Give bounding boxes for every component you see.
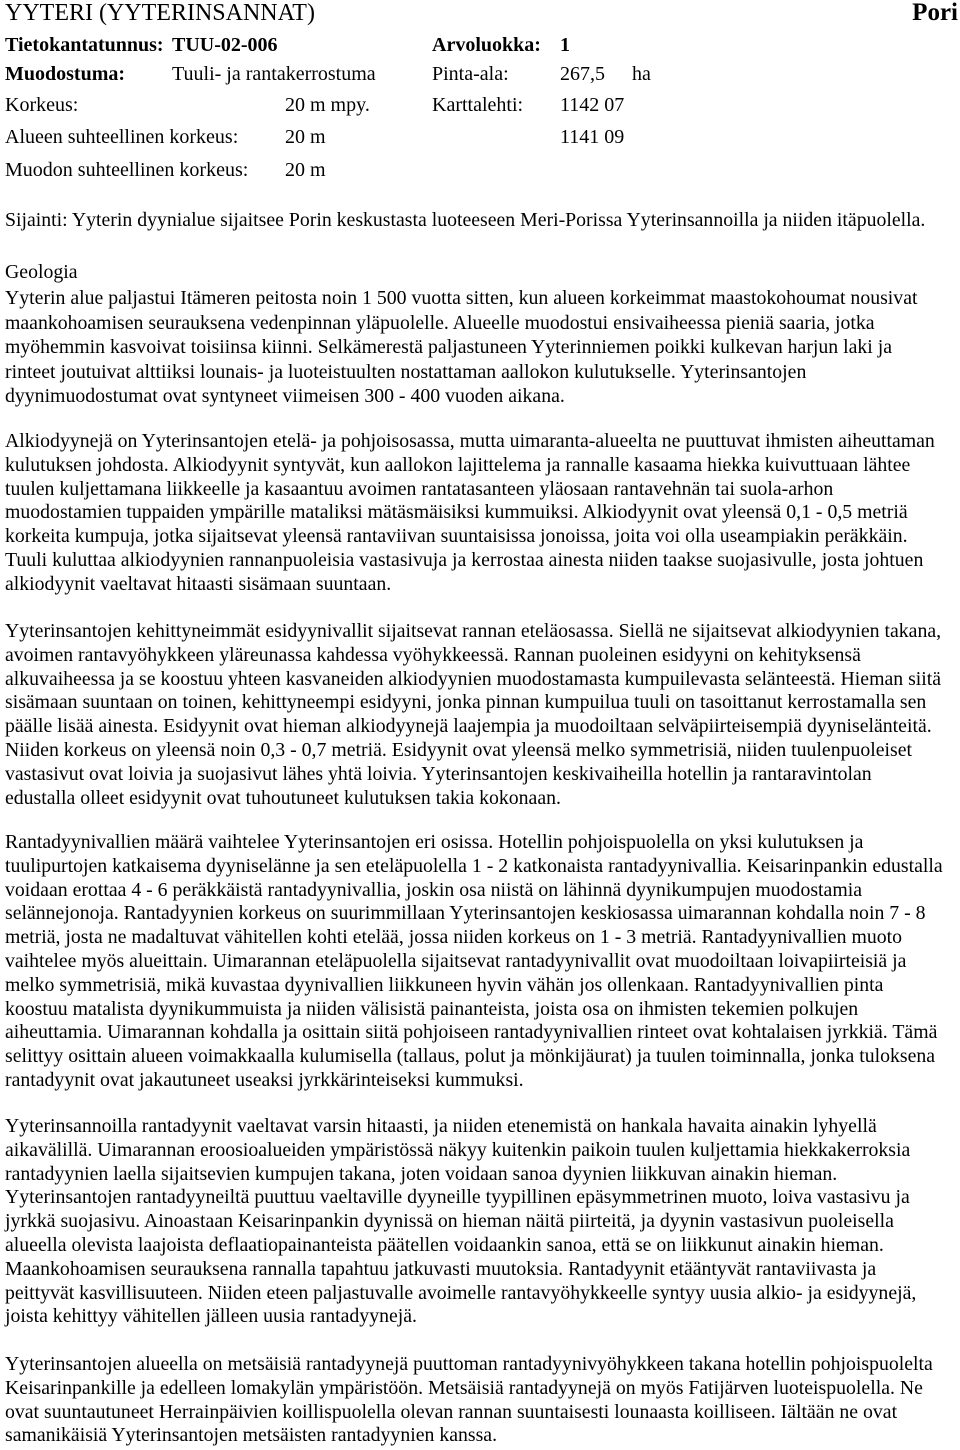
text-line: ovat suuntautuneet Herrainpäivien koillispuolella olevan rannan suuntaisesti lounaasta koilliseen. Iältään ne ovat [5, 1400, 898, 1423]
text-line: aiheuttamia. Uimarannan kohdalla ja osittain siitä pohjoiseen rantadyynivallien rinteet ovat kohtalaisen jyrkkiä. Tämä [5, 1021, 938, 1044]
text-line: maankohoamisen seurauksena vedenpinnan yläpuolelle. Alueelle muodostui ensivaiheessa pieniä saaria, jotka [5, 311, 875, 334]
text-line: avoimen rantavyöhykkeen yläreunassa kahdessa vyöhykkeessä. Rannan puoleinen esidyyni on kehityksensä [5, 643, 861, 666]
text-line: Keisarinpankille ja edelleen lomakylän ympäristöön. Metsäisiä rantadyynejä on myös Fatijärven luoteispuolella. Ne [5, 1376, 923, 1399]
text-line: edustalla olleet esidyynit ovat tuhoutuneet kulutuksen takia kokonaan. [5, 786, 561, 809]
text-line: alueella olevista laajoista deflaatiopainanteista päätellen voidaankin sanoa, että se on liikkunut ainakin hieman. [5, 1233, 884, 1256]
map-sheet-value: 1141 09 [560, 126, 625, 148]
text-line: tuulipurtojen katkaisema dyyniselänne ja sen eteläpuolella 1 - 2 katkonaista rantadyynivallia. Keisarinpankin edustalla [5, 854, 943, 877]
formation-value: Tuuli- ja rantakerrostuma [172, 63, 376, 85]
elevation-value: 20 m mpy. [285, 94, 370, 116]
value-class-label: Arvoluokka: [432, 34, 541, 56]
map-sheet-label: Karttalehti: [432, 94, 524, 116]
paragraph [5, 1115, 916, 1329]
relative-height-area-value: 20 m [285, 126, 326, 148]
text-line: peittyvät kasvillisuuteen. Niiden eteen paljastuvalle avoimelle rantavyöhykkeelle syntyy uusia alkio- ja esidyynejä, [5, 1281, 917, 1304]
text-line: aikavälillä. Uimarannan eroosioalueiden ympäristössä näkyy kuitenkin paikoin tuulen kuljettamia hiekkakerroksia [5, 1138, 911, 1161]
text-line: rantadyynien laella sijaitsevien kumpujen takana, joten voidaan sanoa dyynien liikkuvan ainakin hieman. [5, 1162, 838, 1185]
value-class-value: 1 [560, 34, 570, 56]
text-line: koostuu matalista dyynikummuista ja niiden välisistä painanteista, joista osa on ihmisten tekemien polkujen [5, 997, 859, 1020]
text-line: muodostamien tuppaiden ympärille mataliksi mätäsmäisiksi kummuiksi. Alkiodyynit ovat yleensä 0,1 - 0,5 metriä [5, 501, 908, 524]
text-line: selännejonoja. Rantadyynien korkeus on suurimmillaan Yyterinsantojen keskiosassa uimarannan kohdalla noin 7 - 8 [5, 902, 926, 925]
text-line: melko symmetrisiä, mikä kuvastaa dyynivallien liikkuneen hyvin vähän jos ollenkaan. Rantadyynivallien pinta [5, 973, 884, 996]
area-value: 267,5 [560, 63, 605, 85]
paragraph [5, 430, 935, 597]
text-line: myöhemmin kasvoivat toisiinsa kiinni. Selkämerestä paljastuneen Yyterinniemen poikki kulkevan harjun laki ja [5, 336, 893, 359]
text-line: metriä, josta ne madaltuvat vähitellen kohti etelää, jossa niiden korkeus on 1 - 3 metriä. Rantadyynivallien muoto [5, 926, 903, 949]
text-line: korkeita kumpuja, jotka sijaitsevat yleensä rantaviivan suuntaisissa jonoissa, joita voi olla useampiakin peräkkäin. [5, 525, 908, 548]
text-line: Yyterin alue paljastui Itämeren peitosta noin 1 500 vuotta sitten, kun alueen korkeimmat maastokohoumat nousivat [5, 287, 918, 309]
text-line: Yyterinsannoilla rantadyynit vaeltavat varsin hitaasti, ja niiden etenemistä on hankala havaita ainakin lyhyellä [5, 1115, 877, 1137]
text-line: voidaan erottaa 4 - 6 peräkkäistä rantadyynivallia, joskin osa niistä on lähinnä dyynikumpujen muodostamia [5, 878, 862, 901]
elevation-label: Korkeus: [5, 94, 79, 116]
text-line: Alkiodyynejä on Yyterinsantojen etelä- ja pohjoisosassa, mutta uimaranta-alueelta ne puuttuvat ihmisten aiheuttaman [5, 430, 935, 452]
text-line: tuulen kuljettamana liikkeelle ja kasaantuu avoimen rantatasanteen yläosaan rantavehnän tai suola-arhon [5, 477, 834, 500]
text-line: Tuuli kuluttaa alkiodyynien rannanpuoleisia vastasivuja ja kerrostaa ainesta niiden taakse suojasivulle, josta johtuen [5, 548, 924, 571]
text-line: selittyy osittain alueen voimakkaalla kulumisella (tallaus, polut ja mönkijäurat) ja tuulen toiminnalla, jonka tuloksena [5, 1045, 936, 1068]
text-line: dyynimuodostumat ovat syntyneet viimeisen 300 - 400 vuoden aikana. [5, 385, 565, 408]
text-line: Yyterinsantojen alueella on metsäisiä rantadyynejä puuttoman rantadyynivyöhykkeen takana hotellin pohjoispuolelta [5, 1353, 933, 1375]
text-line: Maankohoamisen seurauksena rannalla tapahtuu jatkuvasti muutoksia. Rantadyynit etääntyvät rantaviivasta ja [5, 1257, 877, 1280]
database-id-value: TUU-02-006 [172, 34, 278, 56]
text-line: Yyterinsantojen rantadyyneiltä puuttuu vaeltaville dyyneille tyypillinen epäsymmetrinen muoto, loiva vastasivu ja [5, 1186, 910, 1209]
document-title: YYTERI (YYTERINSANNAT) [5, 0, 315, 26]
section-heading-geology: Geologia [5, 261, 78, 283]
text-line: rinteet joutuivat alttiiksi lounais- ja luoteistuulten nostattaman aallokon kulutukselle. Yyterinsantojen [5, 360, 807, 383]
text-line: vastasivut ovat loivia ja suojasivut lähes yhtä loivia. Yyterinsantojen keskivaiheilla hotellin ja rantaravintolan [5, 762, 872, 785]
text-line: samanikäisiä Yyterinsantojen metsäisten rantadyynien kanssa. [5, 1424, 498, 1447]
paragraph [5, 831, 943, 1093]
area-unit: ha [632, 63, 651, 85]
paragraph [5, 620, 941, 810]
text-line: sisämaan suuntaan on toinen, kehittyneempi esidyyni, jonka pinnan kumpuilua tuuli on tasoittanut kerrostamalla sen [5, 691, 927, 714]
paragraph [5, 286, 917, 409]
text-line: joista kehittyy vähitellen jälleen uusia rantadyynejä. [5, 1305, 417, 1328]
text-line: alkiodyynit vaeltavat hitaasti sisämaan suuntaan. [5, 572, 392, 595]
relative-height-form-value: 20 m [285, 159, 326, 181]
text-line: Niiden korkeus on yleensä noin 0,3 - 0,7 metriä. Esidyynit ovat yleensä melko symmetrisiä, niiden tuulenpuoleiset [5, 738, 913, 761]
text-line: kulutuksen johdosta. Alkiodyynit syntyvät, kun aallokon lajittelema ja rannalle kasaama hiekka kuivuttuaan lähtee [5, 453, 911, 476]
text-line: vaihtelee myös alueittain. Uimarannan eteläpuolella sijaitsevat rantadyynivallit ovat muodoiltaan loivapiirteisiä ja [5, 949, 907, 972]
location-text: Sijainti: Yyterin dyynialue sijaitsee Porin keskustasta luoteeseen Meri-Porissa Yyterinsannoilla ja niiden itäpuolella. [5, 209, 926, 231]
text-line: päälle lisää ainesta. Esidyynit ovat hieman alkiodyynejä laajempia ja muodoiltaan selväpiirteisempiä dyyniselänteitä. [5, 715, 932, 738]
text-line: jyrkkä suojasivu. Ainoastaan Keisarinpankin dyynissä on hieman näitä piirteitä, ja dyynin vastasivun puoleisella [5, 1210, 894, 1233]
paragraph [5, 1353, 933, 1448]
municipality-name: Pori [912, 0, 958, 26]
text-line: alkuvaiheessa ja se koostuu yhteen kasvaneiden alkiodyynien muodostamasta kumpuilevasta selänteestä. Hieman siitä [5, 667, 942, 690]
relative-height-form-label: Muodon suhteellinen korkeus: [5, 159, 249, 181]
text-line: rantadyynit ovat jakautuneet useaksi jyrkkärinteiseksi kummuksi. [5, 1068, 524, 1091]
database-id-label: Tietokantatunnus: [5, 34, 164, 56]
text-line: Yyterinsantojen kehittyneimmät esidyynivallit sijaitsevat rannan eteläosassa. Siellä ne sijaitsevat alkiodyynien takana, [5, 620, 942, 642]
text-line: Rantadyynivallien määrä vaihtelee Yyterinsantojen eri osissa. Hotellin pohjoispuolella on yksi kulutuksen ja [5, 831, 864, 853]
map-sheet-value: 1142 07 [560, 94, 625, 116]
formation-label: Muodostuma: [5, 63, 126, 85]
relative-height-area-label: Alueen suhteellinen korkeus: [5, 126, 239, 148]
area-label: Pinta-ala: [432, 63, 509, 85]
